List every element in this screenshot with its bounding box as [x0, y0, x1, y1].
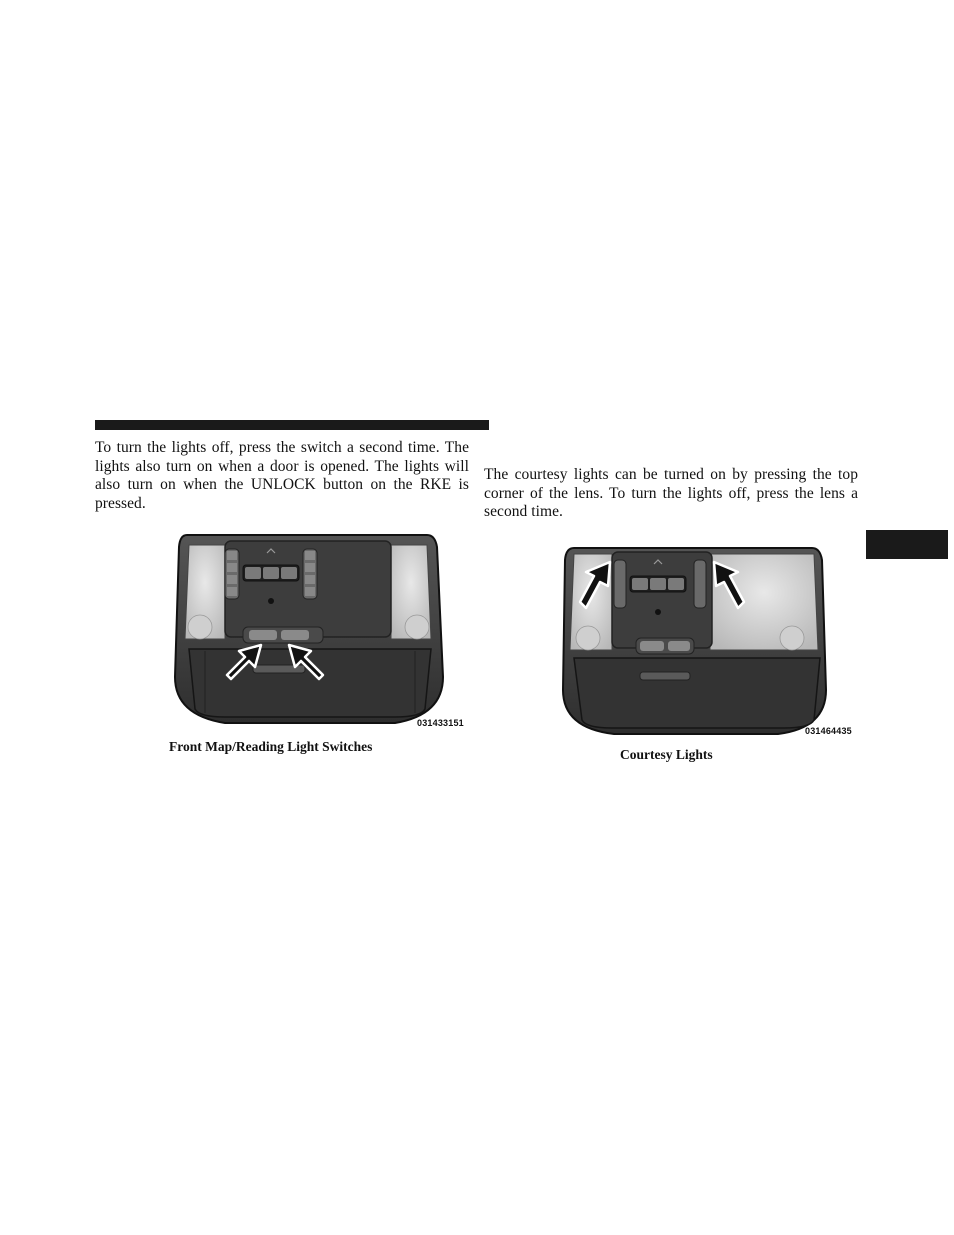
left-paragraph: To turn the lights off, press the switch a second time. The lights also turn on when a door is opened. The lights will also turn on when the UNLOCK button on the RKE is pressed. — [95, 439, 469, 512]
right-figure-caption: Courtesy Lights — [620, 747, 713, 762]
courtesy-lights-illustration — [530, 540, 860, 740]
right-figure-code: 031464435 — [805, 726, 852, 736]
map-reading-light-illustration — [145, 527, 470, 732]
section-rule — [95, 420, 489, 430]
left-figure-caption: Front Map/Reading Light Switches — [169, 739, 373, 754]
chapter-side-tab — [866, 530, 948, 559]
left-figure-code: 031433151 — [417, 718, 464, 728]
right-paragraph: The courtesy lights can be turned on by pressing the top corner of the lens. To turn the lights off, press the lens a second time. — [484, 466, 858, 520]
